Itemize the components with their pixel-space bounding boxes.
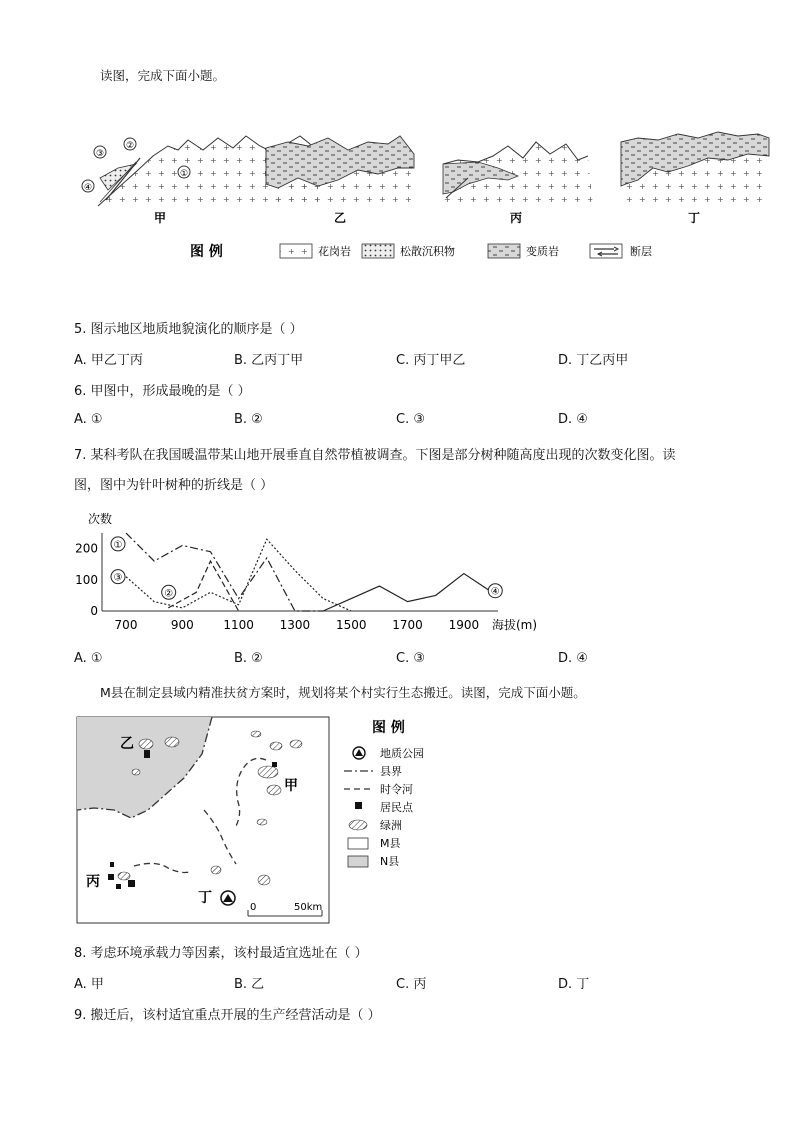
scale-zero: 0 [250,902,257,913]
q6-option-d[interactable]: D. ④ [558,412,588,427]
section-bing [443,142,593,206]
q6-option-b[interactable]: B. ② [234,412,263,427]
q7-option-d[interactable]: D. ④ [558,651,588,666]
legend-swatch-sediment [362,244,394,258]
panel-label-jia: 甲 [153,211,167,225]
chart-ylabel: 次数 [88,512,113,526]
legend-m-county-swatch [348,838,368,849]
y-tick-label: 0 [90,604,98,618]
geology-figure [78,128,778,268]
geo-legend-title: 图 例 [190,244,223,260]
q5-option-c[interactable]: C. 丙丁甲乙 [396,353,466,368]
q5-option-b[interactable]: B. 乙丙丁甲 [234,353,304,368]
legend-border: 县界 [380,765,402,778]
legend-granite: 花岗岩 [318,245,351,258]
scale-distance: 50km [294,902,323,913]
question-5: 5. 图示地区地质地貌演化的顺序是（ ） [74,322,303,337]
x-tick-label: 700 [114,618,138,632]
legend-settlement-mark [355,802,362,809]
intro-text-1: 读图，完成下面小题。 [100,68,226,83]
section-yi [266,136,414,206]
intro-text-2: M县在制定县域内精准扶贫方案时，规划将某个村实行生态搬迁。读图，完成下面小题。 [100,685,586,700]
question-7-line-1: 7. 某科考队在我国暖温带某山地开展垂直自然带植被调查。下图是部分树种随高度出现的次数变化图。读 [74,448,676,463]
q6-option-c[interactable]: C. ③ [396,412,425,427]
map-label-yi: 乙 [120,736,134,752]
geo-marker-2: ② [125,141,135,151]
q7-option-b[interactable]: B. ② [234,651,263,666]
x-tick-label: 1900 [448,618,480,632]
q8-option-b[interactable]: B. 乙 [234,977,265,992]
panel-label-ding: 丁 [687,211,701,225]
q7-option-a[interactable]: A. ① [74,651,103,666]
x-tick-label: 1700 [392,618,423,632]
panel-label-bing: 丙 [509,211,523,225]
chart-xlabel: 海拔(m) [492,618,538,632]
geo-marker-4: ④ [83,183,93,193]
legend-geopark: 地质公园 [380,747,424,760]
legend-oasis: 绿洲 [380,819,402,832]
question-7-line-2: 图，图中为针叶树种的折线是（ ） [74,478,274,493]
legend-m-county: M县 [380,837,401,850]
y-tick-label: 200 [75,541,98,556]
map-label-jia: 甲 [284,778,298,794]
x-tick-label: 1300 [279,618,311,632]
legend-n-county-swatch [348,856,368,867]
legend-geopark-icon [353,747,365,759]
map-legend-title: 图 例 [372,720,405,736]
legend-sediment: 松散沉积物 [400,245,455,258]
series-marker-label-1: ① [113,539,123,551]
legend-swatch-metamorphic [488,244,520,258]
legend-oasis-mark [349,820,367,830]
legend-settlement: 居民点 [380,801,413,814]
question-6: 6. 甲图中，形成最晚的是（ ） [74,384,251,399]
legend-swatch-granite [280,244,312,258]
y-tick-label: 100 [75,572,98,587]
q5-option-d[interactable]: D. 丁乙丙甲 [558,353,629,368]
series-line-4 [323,574,492,611]
q8-option-a[interactable]: A. 甲 [74,977,104,992]
x-tick-label: 1500 [335,618,367,632]
x-tick-label: 1100 [223,618,254,632]
panel-label-yi: 乙 [333,211,347,225]
legend-n-county: N县 [380,855,400,868]
q5-option-a[interactable]: A. 甲乙丁丙 [74,353,143,368]
q8-option-d[interactable]: D. 丁 [558,977,590,992]
series-marker-label-3: ③ [113,572,123,584]
x-tick-label: 900 [170,618,194,632]
series-marker-label-2: ② [164,588,174,600]
vegetation-line-chart [60,505,560,635]
map-label-ding: 丁 [198,890,212,906]
legend-fault: 断层 [630,245,652,258]
question-9: 9. 搬迁后，该村适宜重点开展的生产经营活动是（ ） [74,1008,381,1023]
geo-marker-1: ① [179,169,189,179]
series-line-2 [168,561,238,611]
legend-river: 时令河 [380,783,413,796]
question-8: 8. 考虑环境承载力等因素，该村最适宜选址在（ ） [74,946,368,961]
geopark-icon [221,891,235,905]
county-map [76,714,446,926]
series-line-3 [126,539,351,611]
geo-marker-3: ③ [95,149,105,159]
legend-fault-icon [590,244,622,258]
series-marker-label-4: ④ [490,586,500,598]
section-ding [621,132,769,206]
legend-metamorphic: 变质岩 [526,245,559,258]
series-line-1 [126,533,323,611]
q7-option-c[interactable]: C. ③ [396,651,425,666]
q8-option-c[interactable]: C. 丙 [396,977,427,992]
q6-option-a[interactable]: A. ① [74,412,103,427]
map-label-bing: 丙 [86,874,100,890]
